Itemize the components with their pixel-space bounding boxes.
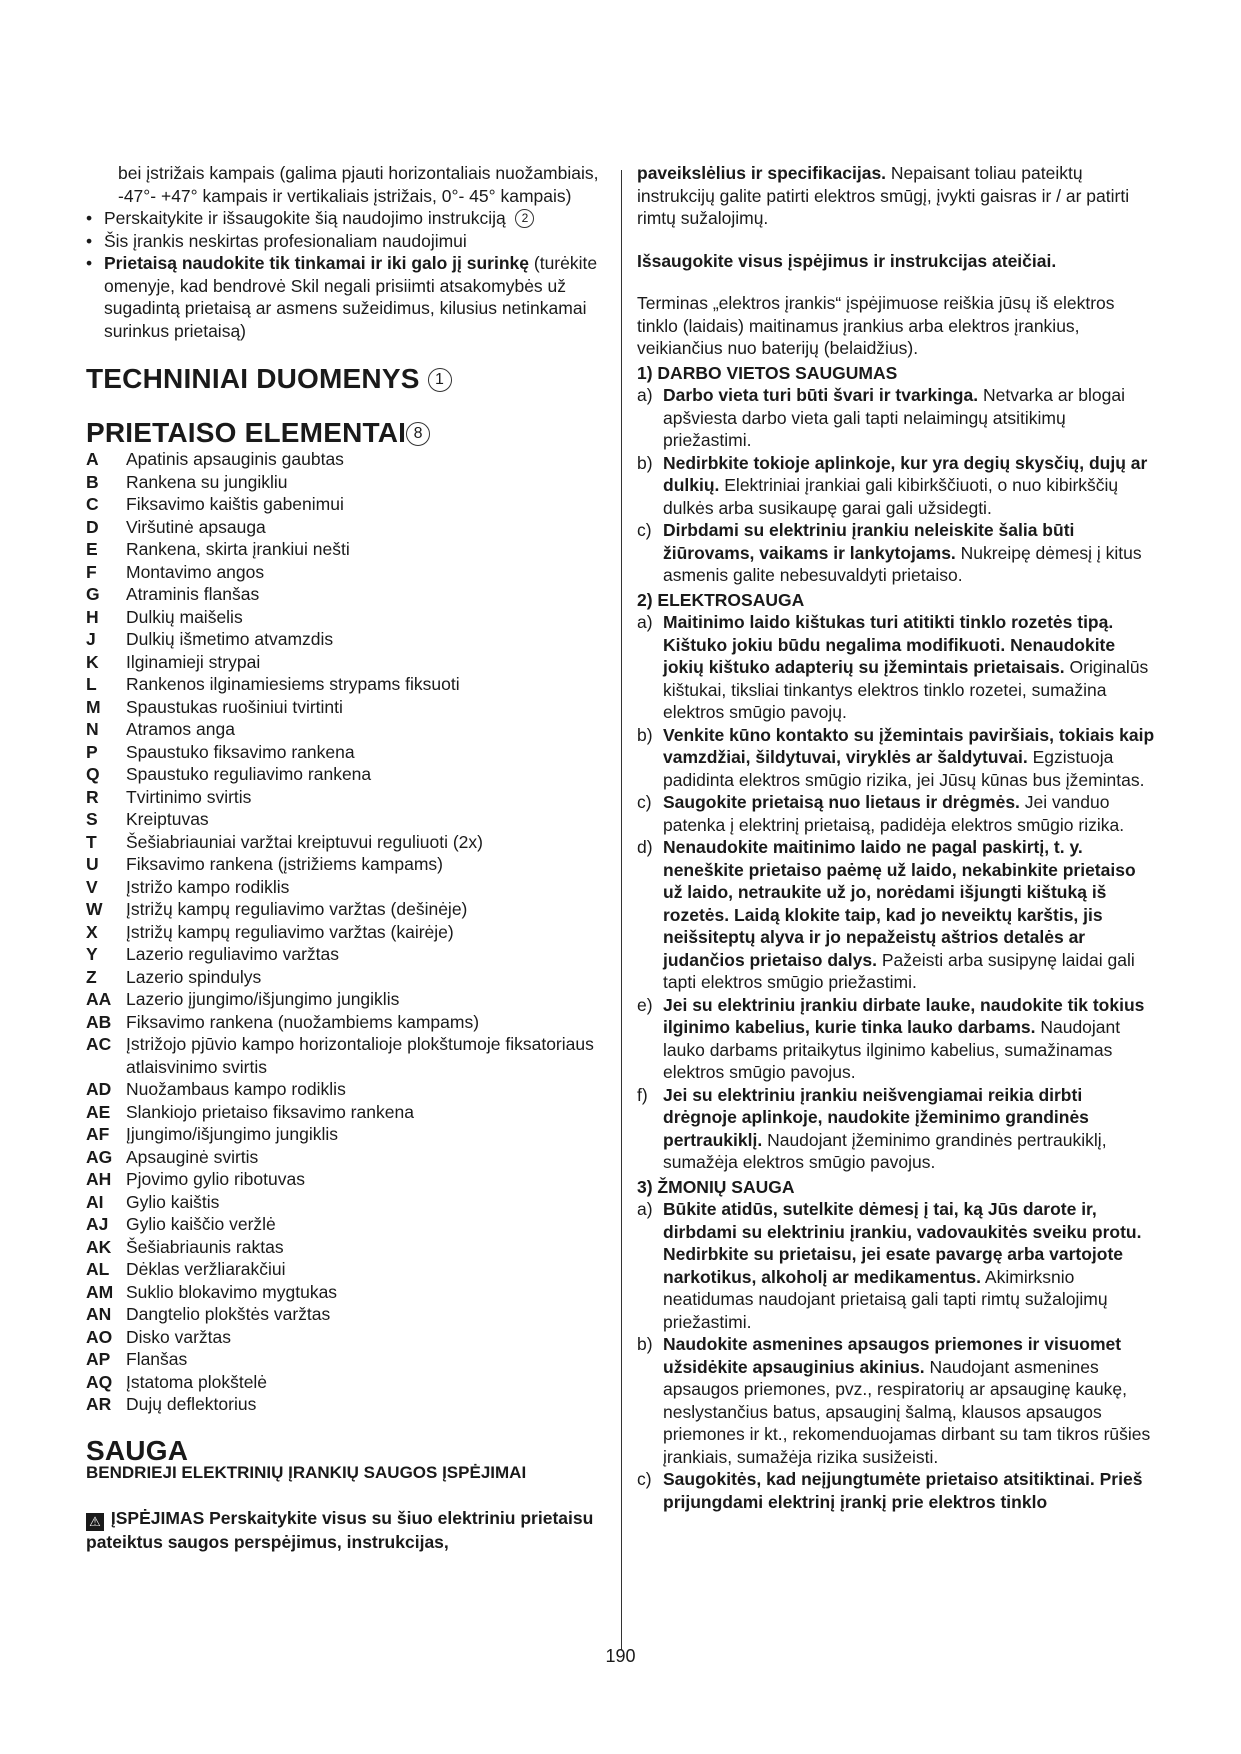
part-item bbox=[86, 763, 606, 786]
part-code: Q bbox=[86, 764, 100, 784]
safety-item bbox=[637, 724, 1157, 792]
part-item bbox=[86, 651, 606, 674]
part-code: AI bbox=[86, 1191, 104, 1212]
page-number: 190 bbox=[605, 1646, 636, 1666]
part-code: P bbox=[86, 741, 98, 762]
part-item bbox=[86, 1393, 606, 1416]
part-item bbox=[86, 561, 606, 584]
safety-item bbox=[637, 1198, 1157, 1333]
item-label: f) bbox=[637, 1084, 648, 1105]
part-item bbox=[86, 876, 606, 899]
part-item bbox=[86, 988, 606, 1011]
part-item bbox=[86, 786, 606, 809]
part-description: Įstatoma plokštelė bbox=[126, 1371, 268, 1392]
item-label: b) bbox=[637, 724, 653, 745]
part-code: T bbox=[86, 831, 97, 852]
part-item bbox=[86, 1011, 606, 1034]
item-text: Darbo vieta turi būti švari ir tvarkinga. Netvarka ar blogai apšviesta darbo vieta gali tapti nelaimingų atsitikimų priežastimi. bbox=[663, 385, 1125, 450]
part-code: AN bbox=[86, 1304, 112, 1324]
part-description: Įstrižo kampo rodiklis bbox=[126, 876, 290, 897]
warning-triangle-icon: ⚠ bbox=[86, 1513, 104, 1531]
part-code: V bbox=[86, 876, 98, 897]
part-item bbox=[86, 448, 606, 471]
save-instructions: Išsaugokite visus įspėjimus ir instrukcijas ateičiai. bbox=[637, 250, 1057, 271]
part-description: Rankenos ilginamiesiems strypams fiksuoti bbox=[126, 674, 460, 694]
part-item bbox=[86, 493, 606, 516]
part-item bbox=[86, 1348, 606, 1371]
part-item bbox=[86, 853, 606, 876]
part-description: Lazerio įjungimo/išjungimo jungiklis bbox=[126, 989, 400, 1009]
part-description: Montavimo angos bbox=[126, 561, 265, 582]
part-code: AH bbox=[86, 1169, 112, 1189]
safety-item bbox=[637, 452, 1157, 520]
intro-bullets bbox=[86, 207, 606, 342]
part-item bbox=[86, 966, 606, 989]
part-description: Fiksavimo rankena (įstrižiems kampams) bbox=[126, 854, 444, 874]
part-code: AA bbox=[86, 989, 112, 1009]
safety-item bbox=[637, 1333, 1157, 1468]
part-code: M bbox=[86, 696, 101, 717]
item-text: Dirbdami su elektriniu įrankiu neleiskite šalia būti žiūrovams, vaikams ir lankytojams. Nukreipę dėmesį į kitus asmenis galite nebesuvaldyti prietaiso. bbox=[663, 520, 1142, 585]
part-code: B bbox=[86, 471, 99, 492]
part-item bbox=[86, 1326, 606, 1349]
part-description: Atraminis flanšas bbox=[126, 584, 260, 604]
part-item bbox=[86, 673, 606, 696]
parts-list bbox=[86, 448, 606, 1416]
right-column bbox=[637, 162, 1157, 1513]
part-code: H bbox=[86, 606, 99, 627]
part-code: K bbox=[86, 651, 99, 672]
part-description: Flanšas bbox=[126, 1349, 188, 1369]
part-code: W bbox=[86, 899, 103, 919]
part-description: Nuožambaus kampo rodiklis bbox=[126, 1079, 346, 1099]
part-code: AK bbox=[86, 1236, 112, 1257]
part-code: D bbox=[86, 516, 99, 537]
part-description: Įjungimo/išjungimo jungiklis bbox=[126, 1124, 339, 1144]
part-description: Gylio kaiščio veržlė bbox=[126, 1214, 276, 1234]
safety-item bbox=[637, 1084, 1157, 1174]
part-item bbox=[86, 1213, 606, 1236]
item-text: Jei su elektriniu įrankiu dirbate lauke, naudokite tik tokius ilginimo kabelius, kurie tinka lauko darbams. Naudojant lauko darbams pritaikytus ilginimo kabelius, sumažinamas elektros smūgio pavojus. bbox=[663, 994, 1145, 1082]
part-item bbox=[86, 1303, 606, 1326]
part-code: N bbox=[86, 719, 99, 739]
part-item bbox=[86, 628, 606, 651]
part-code: AO bbox=[86, 1326, 113, 1347]
part-description: Įstrižų kampų reguliavimo varžtas (kairėje) bbox=[126, 921, 454, 942]
item-label: a) bbox=[637, 1199, 653, 1219]
item-label: a) bbox=[637, 385, 653, 405]
part-item bbox=[86, 1146, 606, 1169]
item-text: Nedirbkite tokioje aplinkoje, kur yra degių skysčių, dujų ar dulkių. Elektriniai įrankiai gali kibirkščiuoti, o nuo kibirkščių dulkės arba susikaupę garai gali užsidegti. bbox=[663, 452, 1148, 518]
part-code: S bbox=[86, 809, 98, 829]
safety-subheading: BENDRIEJI ELEKTRINIŲ ĮRANKIŲ SAUGOS ĮSPĖJIMAI bbox=[86, 1463, 527, 1482]
item-text: Maitinimo laido kištukas turi atitikti tinklo rozetės tipą. Kištuko jokiu būdu negalima modifikuoti. Nenaudokite jokių kištuko adapterių su įžemintais prietaisais. Originalūs kištukai, tiksliai tinkantys elektros tinklo rozetei, sumažina elektros smūgio pavojų. bbox=[663, 612, 1149, 722]
intro-continuation: bei įstrižais kampais (galima pjauti horizontaliais nuožambiais, -47°- +47° kampais ir vertikaliais įstrižais, 0°- 45° kampais) bbox=[118, 163, 599, 206]
safety-item bbox=[637, 836, 1157, 994]
part-description: Atramos anga bbox=[126, 719, 235, 739]
part-code: AB bbox=[86, 1011, 112, 1032]
part-item bbox=[86, 808, 606, 831]
part-item bbox=[86, 921, 606, 944]
part-code: AM bbox=[86, 1281, 114, 1302]
part-description: Apatinis apsauginis gaubtas bbox=[126, 449, 344, 469]
part-description: Dulkių maišelis bbox=[126, 606, 243, 627]
item-text: Saugokite prietaisą nuo lietaus ir drėgmės. Jei vanduo patenka į elektrinį prietaisą, padidėja elektros smūgio rizika. bbox=[663, 792, 1125, 835]
part-description: Įstrižojo pjūvio kampo horizontalioje plokštumoje fiksatoriaus atlaisvinimo svirtis bbox=[126, 1034, 594, 1077]
item-label: d) bbox=[637, 837, 653, 857]
part-description: Lazerio spindulys bbox=[126, 966, 262, 987]
part-item bbox=[86, 741, 606, 764]
part-code: AG bbox=[86, 1146, 113, 1167]
part-description: Spaustuko fiksavimo rankena bbox=[126, 741, 355, 762]
part-item bbox=[86, 1168, 606, 1191]
section-title: 1) DARBO VIETOS SAUGUMAS bbox=[637, 362, 898, 383]
part-code: E bbox=[86, 539, 98, 559]
part-description: Tvirtinimo svirtis bbox=[126, 786, 252, 807]
left-column bbox=[86, 162, 606, 1571]
part-item bbox=[86, 1191, 606, 1214]
part-item bbox=[86, 898, 606, 921]
part-description: Apsauginė svirtis bbox=[126, 1146, 259, 1167]
part-code: L bbox=[86, 674, 97, 694]
part-code: J bbox=[86, 629, 96, 649]
part-item bbox=[86, 831, 606, 854]
safety-item bbox=[637, 611, 1157, 724]
part-code: AD bbox=[86, 1079, 112, 1099]
part-item bbox=[86, 1236, 606, 1259]
part-description: Ilginamieji strypai bbox=[126, 651, 261, 672]
item-text: Nenaudokite maitinimo laido ne pagal paskirtį, t. y. neneškite prietaiso paėmę už laido, nekabinkite prietaiso už laido, netraukite už jo, norėdami išjungti kištuką iš rozetės. Laidą klokite taip, kad jo neveiktų karštis, jis neišsiteptų alyva ir jo nepažeistų aštrios detalės ar judančios prietaiso dalys. Pažeisti arba susipynę laidai gali tapti elektros smūgio priežastimi. bbox=[663, 837, 1136, 992]
part-code: A bbox=[86, 449, 99, 469]
part-item bbox=[86, 1258, 606, 1281]
item-text: Naudokite asmenines apsaugos priemones ir visuomet užsidėkite apsauginius akinius. Naudojant asmenines apsaugos priemones, pvz., respiratorių ar apsauginę kaukę, neslystančius batus, apsauginį šalmą, klausos apsaugos priemones ir kt., rekomenduojamas dirbant su tam tikros rūšies įrankiais, sumažėja rizika susižeisti. bbox=[663, 1334, 1151, 1467]
item-text: Saugokitės, kad neįjungtumėte prietaiso atsitiktinai. Prieš prijungdami elektrinį įrankį prie elektros tinklo bbox=[663, 1469, 1143, 1512]
part-code: AQ bbox=[86, 1371, 113, 1392]
part-description: Dėklas veržliarakčiui bbox=[126, 1259, 286, 1279]
part-item bbox=[86, 516, 606, 539]
part-description: Rankena, skirta įrankiui nešti bbox=[126, 539, 350, 559]
part-code: G bbox=[86, 584, 100, 604]
part-code: X bbox=[86, 921, 98, 942]
part-code: C bbox=[86, 494, 99, 514]
safety-item bbox=[637, 1468, 1157, 1513]
part-description: Gylio kaištis bbox=[126, 1191, 220, 1212]
part-description: Rankena su jungikliu bbox=[126, 471, 288, 492]
part-description: Dulkių išmetimo atvamzdis bbox=[126, 629, 334, 649]
safety-heading: SAUGA bbox=[86, 1434, 189, 1466]
part-item bbox=[86, 583, 606, 606]
bullet-item: • Perskaitykite ir išsaugokite šią naudojimo instrukciją 2 bbox=[86, 207, 606, 230]
part-description: Dujų deflektorius bbox=[126, 1394, 257, 1414]
part-description: Disko varžtas bbox=[126, 1326, 232, 1347]
section-title: 3) ŽMONIŲ SAUGA bbox=[637, 1176, 795, 1197]
part-description: Fiksavimo rankena (nuožambiems kampams) bbox=[126, 1011, 480, 1032]
part-code: Y bbox=[86, 944, 98, 964]
part-code: AR bbox=[86, 1394, 112, 1414]
item-label: a) bbox=[637, 612, 653, 632]
part-description: Šešiabriaunis raktas bbox=[126, 1236, 284, 1257]
safety-item bbox=[637, 519, 1157, 587]
part-description: Įstrižų kampų reguliavimo varžtas (dešinėje) bbox=[126, 899, 468, 919]
part-description: Spaustukas ruošiniui tvirtinti bbox=[126, 696, 343, 717]
part-item bbox=[86, 1123, 606, 1146]
intro-paragraph: paveikslėlius ir specifikacijas. Nepaisant toliau pateiktų instrukcijų galite patirti elektros smūgį, įvykti gaisras ir / ar patirti rimtų sužalojimų. bbox=[637, 163, 1130, 228]
part-item bbox=[86, 1281, 606, 1304]
item-text: Būkite atidūs, sutelkite dėmesį į tai, ką Jūs darote ir, dirbdami su elektriniu įrankiu, vadovaukitės sveiku protu. Nedirbkite su prietaisu, jei esate pavargę arba vartojote narkotikus, alkoholį ar medikamentus. Akimirksnio neatidumas naudojant prietaisą gali tapti rimtų sužalojimų priežastimi. bbox=[663, 1199, 1142, 1332]
tech-data-heading: TECHNINIAI DUOMENYS 1 bbox=[86, 368, 606, 392]
part-code: AJ bbox=[86, 1214, 109, 1234]
parts-heading: PRIETAISO ELEMENTAI 8 bbox=[86, 422, 606, 446]
part-description: Kreiptuvas bbox=[126, 809, 209, 829]
item-label: b) bbox=[637, 452, 653, 473]
part-code: AE bbox=[86, 1101, 111, 1122]
safety-item bbox=[637, 791, 1157, 836]
figure-ref-circle: 1 bbox=[428, 368, 452, 392]
item-label: c) bbox=[637, 1469, 652, 1489]
part-item bbox=[86, 1101, 606, 1124]
part-code: AL bbox=[86, 1259, 110, 1279]
part-item bbox=[86, 606, 606, 629]
item-label: b) bbox=[637, 1334, 653, 1354]
item-label: e) bbox=[637, 994, 653, 1015]
part-item bbox=[86, 718, 606, 741]
part-item bbox=[86, 943, 606, 966]
part-description: Lazerio reguliavimo varžtas bbox=[126, 944, 340, 964]
part-description: Fiksavimo kaištis gabenimui bbox=[126, 494, 344, 514]
bullet-item: • Prietaisą naudokite tik tinkamai ir iki galo jį surinkę (turėkite omenyje, kad bendrovė Skil negali prisiimti atsakomybės už sugadintą prietaisą ar asmens sužeidimus, kilusius netinkamai surinkus prietaisą) bbox=[86, 252, 606, 342]
part-code: R bbox=[86, 786, 99, 807]
part-item bbox=[86, 1078, 606, 1101]
safety-item bbox=[637, 384, 1157, 452]
term-definition: Terminas „elektros įrankis“ įspėjimuose reiškia jūsų iš elektros tinklo (laidais) maitinamus įrankius arba elektros įrankius, veikiančius nuo baterijų (belaidžius). bbox=[637, 293, 1115, 358]
part-code: U bbox=[86, 854, 99, 874]
part-code: F bbox=[86, 561, 97, 582]
part-item bbox=[86, 471, 606, 494]
warning-paragraph: ⚠ ĮSPĖJIMAS Perskaitykite visus su šiuo elektriniu prietaisu pateiktus saugos perspėjimus, instrukcijas, bbox=[86, 1507, 594, 1552]
item-label: c) bbox=[637, 520, 652, 540]
item-label: c) bbox=[637, 792, 652, 812]
figure-ref-circle: 2 bbox=[515, 209, 534, 228]
item-text: Venkite kūno kontakto su įžemintais paviršiais, tokiais kaip vamzdžiai, šildytuvai, viryklės ar šaldytuvai. Egzistuoja padidinta elektros smūgio rizika, jei Jūsų kūnas bus įžemintas. bbox=[663, 724, 1155, 790]
part-description: Pjovimo gylio ribotuvas bbox=[126, 1169, 305, 1189]
item-text: Jei su elektriniu įrankiu neišvengiamai reikia dirbti drėgnoje aplinkoje, naudokite įžeminimo grandinės pertraukiklį. Naudojant įžeminimo grandinės pertraukiklį, sumažėja elektros smūgio pavojus. bbox=[663, 1084, 1107, 1172]
column-divider bbox=[621, 170, 622, 1650]
part-description: Slankiojo prietaiso fiksavimo rankena bbox=[126, 1101, 414, 1122]
safety-sections bbox=[637, 362, 1157, 1514]
part-description: Suklio blokavimo mygtukas bbox=[126, 1281, 338, 1302]
bullet-item: • Šis įrankis neskirtas profesionaliam naudojimui bbox=[86, 230, 606, 253]
part-code: AF bbox=[86, 1124, 110, 1144]
part-description: Šešiabriauniai varžtai kreiptuvui reguliuoti (2x) bbox=[126, 831, 483, 852]
part-item bbox=[86, 696, 606, 719]
safety-item bbox=[637, 994, 1157, 1084]
part-code: AC bbox=[86, 1034, 112, 1054]
part-description: Spaustuko reguliavimo rankena bbox=[126, 764, 372, 784]
part-item bbox=[86, 1033, 606, 1078]
section-title: 2) ELEKTROSAUGA bbox=[637, 589, 805, 610]
part-code: Z bbox=[86, 966, 97, 987]
part-description: Viršutinė apsauga bbox=[126, 516, 266, 537]
part-code: AP bbox=[86, 1349, 111, 1369]
part-description: Dangtelio plokštės varžtas bbox=[126, 1304, 331, 1324]
figure-ref-circle: 8 bbox=[406, 422, 430, 446]
part-item bbox=[86, 1371, 606, 1394]
part-item bbox=[86, 538, 606, 561]
